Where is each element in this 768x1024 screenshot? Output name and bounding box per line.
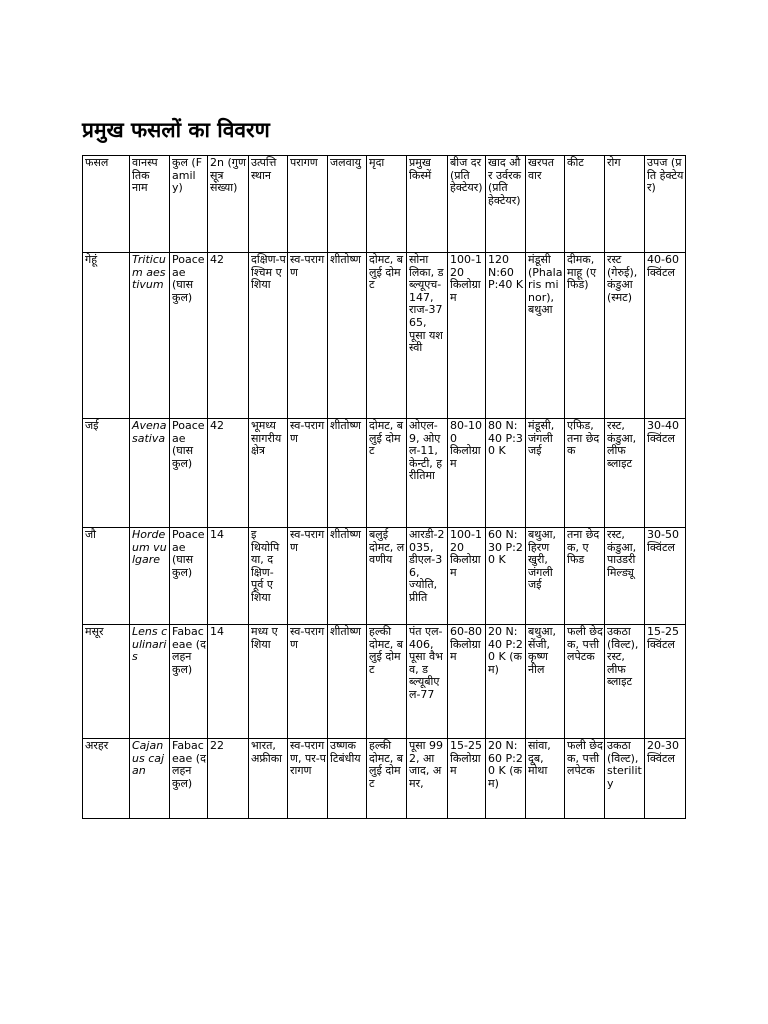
table-cell: इथियोपिया, दक्षिण-पूर्व एशिया [249,528,288,625]
table-cell: Lens culinaris [130,625,170,739]
table-cell: शीतोष्ण [328,253,367,419]
table-cell: मंडूसी, जंगली जई [526,419,565,528]
table-cell: मसूर [83,625,130,739]
table-cell: स्व-परागण [288,625,328,739]
table-cell: 15-25 क्विंटल [645,625,686,739]
header-weeds: खरपतवार [526,156,565,253]
header-origin: उत्पत्ति स्थान [249,156,288,253]
table-cell: सांवा, दूब, मोथा [526,739,565,819]
table-cell: 30-50 क्विंटल [645,528,686,625]
table-cell: 80 N:40 P:30 K [486,419,526,528]
table-cell: शीतोष्ण [328,419,367,528]
table-cell: 60-80 किलोग्राम [448,625,486,739]
table-cell: एफिड, तना छेदक [565,419,605,528]
table-cell: दोमट, बलुई दोमट [367,253,407,419]
table-cell: फली छेदक, पत्ती लपेटक [565,739,605,819]
page-title: प्रमुख फसलों का विवरण [82,118,270,142]
table-cell: हल्की दोमट, बलुई दोमट [367,625,407,739]
table-row [83,739,686,819]
table-cell: अरहर [83,739,130,819]
table-cell: 15-25 किलोग्राम [448,739,486,819]
table-cell: दोमट, बलुई दोमट [367,419,407,528]
table-cell: उकठा (विल्ट), रस्ट, लीफ ब्लाइट [605,625,645,739]
table-cell: Fabaceae (दलहन कुल) [170,739,208,819]
header-chromosome: 2n (गुणसूत्र संख्या) [208,156,249,253]
table-cell: हल्की दोमट, बलुई दोमट [367,739,407,819]
table-cell: 100-120 किलोग्राम [448,253,486,419]
header-pollination: परागण [288,156,328,253]
header-botanical-name: वानस्पतिक नाम [130,156,170,253]
header-yield: उपज (प्रति हेक्टेयर) [645,156,686,253]
table-cell: स्व-परागण [288,253,328,419]
table-cell: शीतोष्ण [328,625,367,739]
table-row [83,625,686,739]
table-cell: 20 N:60 P:20 K (कम) [486,739,526,819]
header-fertilizer: खाद और उर्वरक (प्रति हेक्टेयर) [486,156,526,253]
table-cell: मध्य एशिया [249,625,288,739]
table-cell: 80-100 किलोग्राम [448,419,486,528]
table-cell: स्व-परागण [288,419,328,528]
table-cell: उष्णकटिबंधीय [328,739,367,819]
table-cell: 120 N:60 P:40 K [486,253,526,419]
table-cell: सोना लिका, डब्ल्यूएच-147, राज-3765, पूसा यश स्वी [407,253,448,419]
table-cell: गेहूं [83,253,130,419]
table-cell: 100-120 किलोग्राम [448,528,486,625]
table-cell: भारत, अफ्रीका [249,739,288,819]
header-varieties: प्रमुख किस्में [407,156,448,253]
table-cell: Fabaceae (दलहन कुल) [170,625,208,739]
table-cell: 30-40 क्विंटल [645,419,686,528]
header-climate: जलवायु [328,156,367,253]
table-cell: 20-30 क्विंटल [645,739,686,819]
table-cell: 40-60 क्विंटल [645,253,686,419]
table-row [83,253,686,419]
table-cell: पूसा 992, आजाद, अमर, [407,739,448,819]
header-diseases: रोग [605,156,645,253]
table-cell: स्व-परागण [288,528,328,625]
table-cell: दीमक, माहू (एफिड) [565,253,605,419]
table-cell: जई [83,419,130,528]
table-cell: पंत एल-406, पूसा वैभव, डब्ल्यूबीएल-77 [407,625,448,739]
table-cell: शीतोष्ण [328,528,367,625]
table-row [83,528,686,625]
table-cell: Poaceae (घास कुल) [170,528,208,625]
table-cell: मंडूसी (Phalaris minor), बथुआ [526,253,565,419]
table-cell: स्व-परागण, पर-परागण [288,739,328,819]
table-cell: भूमध्य सागरीय क्षेत्र [249,419,288,528]
table-cell: 42 [208,253,249,419]
table-cell: 14 [208,625,249,739]
header-soil: मृदा [367,156,407,253]
table-cell: ओएल-9, ओएल-11, केन्टी, हरीतिमा [407,419,448,528]
table-cell: 42 [208,419,249,528]
table-cell: Triticum aestivum [130,253,170,419]
table-cell: Hordeum vulgare [130,528,170,625]
table-cell: Poaceae (घास कुल) [170,419,208,528]
table-cell: तना छेदक, एफिड [565,528,605,625]
header-seed-rate: बीज दर (प्रति हेक्टेयर) [448,156,486,253]
table-cell: 22 [208,739,249,819]
table-cell: आरडी-2035, डीएल-36, ज्योति, प्रीति [407,528,448,625]
table-cell: Avena sativa [130,419,170,528]
table-cell: बथुआ, हिरण खुरी, जंगली जई [526,528,565,625]
table-cell: रस्ट, कंडुआ, पाउडरी मिल्ड्यू [605,528,645,625]
table-cell: उकठा (विल्ट), sterility [605,739,645,819]
table-cell: 20 N:40 P:20 K (कम) [486,625,526,739]
header-family: कुल (Family) [170,156,208,253]
table-cell: जौ [83,528,130,625]
table-row [83,419,686,528]
header-pests: कीट [565,156,605,253]
table-header-row [83,156,686,253]
table-cell: Poaceae (घास कुल) [170,253,208,419]
table-cell: 60 N:30 P:20 K [486,528,526,625]
table-cell: फली छेदक, पत्ती लपेटक [565,625,605,739]
table-cell: रस्ट (गेरुई), कंडुआ (स्मट) [605,253,645,419]
crop-table [82,155,686,819]
header-crop: फसल [83,156,130,253]
table-cell: दक्षिण-पश्चिम एशिया [249,253,288,419]
table-cell: रस्ट, कंडुआ, लीफ ब्लाइट [605,419,645,528]
table-cell: बथुआ, सेंजी, कृष्ण नील [526,625,565,739]
table-cell: बलुई दोमट, लवणीय [367,528,407,625]
table-cell: Cajanus cajan [130,739,170,819]
table-cell: 14 [208,528,249,625]
